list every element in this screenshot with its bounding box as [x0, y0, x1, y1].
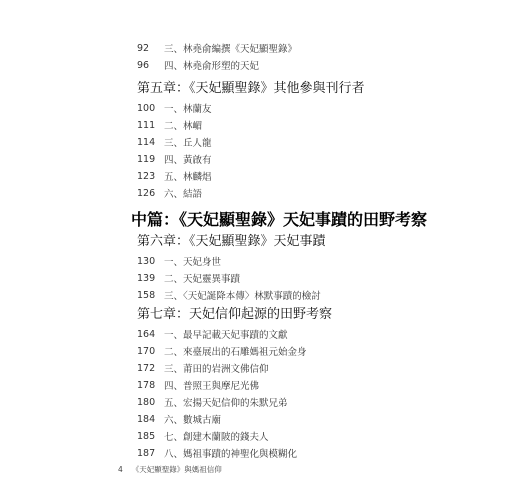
toc-entry [137, 254, 221, 268]
toc-entry-page: 123 [137, 170, 156, 182]
chapter-heading: 第七章：天妃信仰起源的田野考察 [137, 307, 333, 322]
toc-entry-page: 96 [137, 59, 150, 71]
toc-entry-page: 114 [137, 136, 156, 148]
toc-entry-title: 六、數城古廟 [164, 415, 222, 426]
footer-running-title: 《天妃顯聖錄》與媽祖信仰 [131, 464, 222, 474]
toc-entry-title: 一、天妃身世 [164, 257, 222, 268]
chapter-heading: 第五章：《天妃顯聖錄》其他參與刊行者 [137, 81, 365, 96]
toc-entry [137, 344, 307, 358]
part-heading: 中篇：《天妃顯聖錄》天妃事蹟的田野考察 [131, 210, 428, 229]
toc-entry [137, 412, 221, 426]
toc-entry [137, 327, 288, 341]
toc-entry [137, 41, 297, 55]
page-footer [118, 463, 222, 475]
toc-entry-title: 七、創建木蘭陂的錢夫人 [164, 432, 269, 443]
toc-entry-title: 四、林堯俞形塑的天妃 [164, 61, 260, 72]
toc-entry-page: 130 [137, 255, 156, 267]
toc-entry [137, 118, 202, 132]
toc-entry [137, 135, 212, 149]
toc-entry [137, 186, 202, 200]
toc-entry-title: 一、最早記載天妃事蹟的文獻 [164, 330, 288, 341]
toc-entry-page: 139 [137, 272, 156, 284]
toc-entry-title: 六、結語 [164, 189, 203, 200]
toc-entry-page: 100 [137, 102, 156, 114]
toc-entry-page: 119 [137, 153, 156, 165]
toc-entry [137, 395, 288, 409]
toc-entry [137, 58, 259, 72]
toc-entry-page: 178 [137, 379, 156, 391]
toc-entry [137, 361, 269, 375]
toc-entry-title: 三、莆田的岩洲文佛信仰 [164, 364, 269, 375]
toc-entry-page: 187 [137, 447, 156, 459]
toc-entry-page: 92 [137, 42, 150, 54]
toc-entry-page: 172 [137, 362, 156, 374]
toc-entry-title: 二、林嵋 [164, 121, 203, 132]
toc-entry-title: 二、天妃靈異事蹟 [164, 274, 241, 285]
toc-entry-title: 四、黃啟有 [164, 155, 212, 166]
toc-entry [137, 446, 297, 460]
footer-page-number: 4 [118, 464, 123, 474]
toc-entry-page: 180 [137, 396, 156, 408]
toc-entry-title: 二、來臺展出的石雕媽祖元始金身 [164, 347, 307, 358]
toc-entry [137, 429, 269, 443]
toc-entry [137, 271, 240, 285]
toc-entry-page: 184 [137, 413, 156, 425]
toc-entry-page: 164 [137, 328, 156, 340]
toc-entry [137, 169, 212, 183]
toc-entry-page: 111 [137, 119, 156, 131]
toc-entry-title: 五、宏揚天妃信仰的朱默兄弟 [164, 398, 288, 409]
toc-entry-page: 126 [137, 187, 156, 199]
toc-entry [137, 101, 212, 115]
toc-entry-title: 五、林麟焻 [164, 172, 212, 183]
toc-entry [137, 152, 212, 166]
toc-entry-page: 185 [137, 430, 156, 442]
toc-entry [137, 288, 321, 302]
toc-entry [137, 378, 259, 392]
toc-entry-title: 八、媽祖事蹟的神聖化與模糊化 [164, 449, 298, 460]
toc-entry-page: 158 [137, 289, 156, 301]
toc-entry-title: 三、〈天妃誕降本傳〉林默事蹟的檢討 [164, 291, 321, 302]
toc-entry-title: 三、林堯俞編撰《天妃顯聖錄》 [164, 44, 298, 55]
toc-entry-title: 一、林蘭友 [164, 104, 212, 115]
toc-entry-title: 四、普照王與摩尼光佛 [164, 381, 260, 392]
chapter-heading: 第六章：《天妃顯聖錄》天妃事蹟 [137, 234, 326, 249]
toc-entry-title: 三、丘人龍 [164, 138, 212, 149]
toc-entry-page: 170 [137, 345, 156, 357]
